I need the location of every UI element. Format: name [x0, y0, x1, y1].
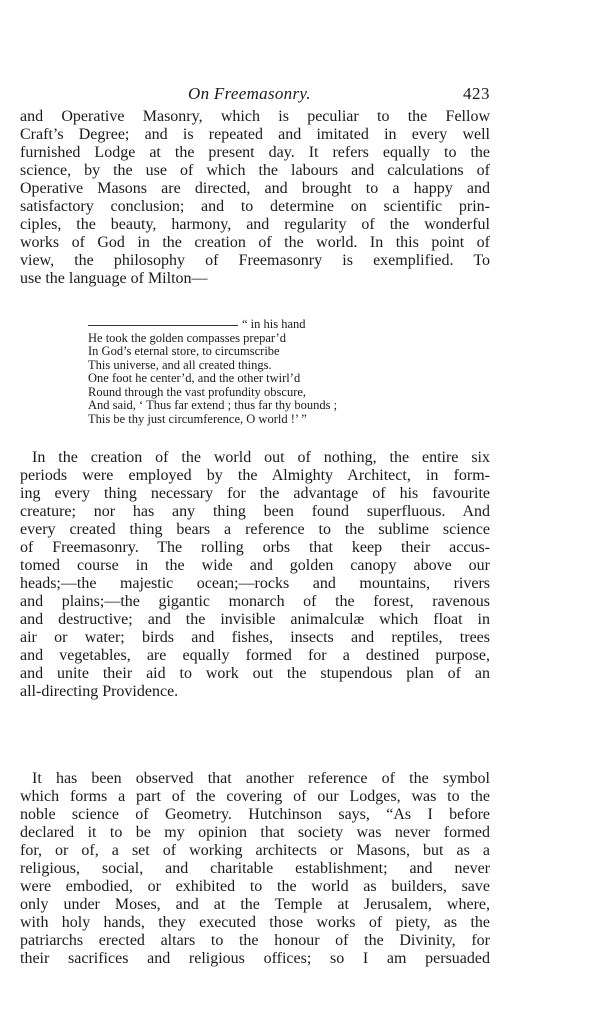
quote-first-line	[88, 318, 388, 332]
running-head	[20, 84, 490, 106]
text-line: declared it to be my opinion that society was never formed	[20, 824, 490, 841]
text-line: noble science of Geometry. Hutchinson says, “As I before	[20, 806, 490, 823]
text-line: periods were employed by the Almighty Architect, in form-	[20, 467, 490, 484]
quote-line: In God’s eternal store, to circumscribe	[88, 344, 280, 358]
text-line: ciples, the beauty, harmony, and regularity of the wonderful	[20, 216, 490, 233]
text-line: air or water; birds and fishes, insects and reptiles, trees	[20, 629, 490, 646]
text-line: and unite their aid to work out the stupendous plan of an	[20, 665, 490, 682]
quote-line: He took the golden compasses prepar’d	[88, 330, 286, 345]
text-line: It has been observed that another reference of the symbol	[32, 770, 490, 787]
quote-line: This universe, and all created things.	[88, 357, 272, 372]
text-line: tomed course in the wide and golden canopy above our	[20, 557, 490, 574]
text-line: satisfactory conclusion; and to determine on scientific prin-	[20, 198, 490, 215]
text-line: Craft’s Degree; and is repeated and imitated in every well	[20, 126, 490, 143]
text-line: of Freemasonry. The rolling orbs that keep their accus-	[20, 539, 490, 556]
milton-quotation	[88, 318, 388, 426]
quote-line: And said, ‘ Thus far extend ; thus far thy bounds ;	[88, 398, 338, 412]
paragraph-creation	[20, 449, 490, 701]
text-line: religious, social, and charitable establishment; and never	[20, 860, 490, 877]
paragraph-operative-masonry	[20, 108, 490, 288]
text-line: their sacrifices and religious offices; so I am persuaded	[20, 950, 490, 967]
text-line: science, by the use of which the labours and calculations of	[20, 162, 490, 179]
text-line: for, or of, a set of working architects or Masons, but as a	[20, 842, 490, 859]
text-line: every created thing bears a reference to the sublime science	[20, 521, 490, 538]
text-line: only under Moses, and at the Temple at Jerusalem, where,	[20, 896, 490, 913]
text-line: were embodied, or exhibited to the world as builders, save	[20, 878, 490, 895]
text-line: and vegetables, are equally formed for a destined purpose,	[20, 647, 490, 664]
page-number: 423	[463, 84, 490, 103]
text-line: which forms a part of the covering of our Lodges, was to the	[20, 788, 490, 805]
quote-line: “ in his hand	[242, 317, 306, 331]
text-line: works of God in the creation of the world. In this point of	[20, 234, 490, 251]
text-line: heads;—the majestic ocean;—rocks and mountains, rivers	[20, 575, 490, 592]
text-line: In the creation of the world out of nothing, the entire six	[32, 449, 490, 466]
quote-line: This be thy just circumference, O world !’ ”	[88, 411, 307, 426]
text-line: with holy hands, they executed those works of piety, as the	[20, 914, 490, 931]
text-line: and destructive; and the invisible animalculæ which float in	[20, 611, 490, 628]
quote-line: One foot he center’d, and the other twirl’d	[88, 371, 301, 385]
text-line: creature; nor has any thing been found superfluous. And	[20, 503, 490, 520]
text-line: use the language of Milton—	[20, 270, 208, 287]
text-line: view, the philosophy of Freemasonry is exemplified. To	[20, 252, 490, 269]
running-title: On Freemasonry.	[188, 84, 311, 103]
quote-line: Round through the vast profundity obscure,	[88, 384, 307, 399]
text-line: and Operative Masonry, which is peculiar to the Fellow	[20, 108, 490, 125]
text-line: patriarchs erected altars to the honour of the Divinity, for	[20, 932, 490, 949]
quote-rule	[88, 325, 238, 326]
text-line: Operative Masons are directed, and brought to a happy and	[20, 180, 490, 197]
text-line: and plains;—the gigantic monarch of the forest, ravenous	[20, 593, 490, 610]
text-line: furnished Lodge at the present day. It refers equally to the	[20, 144, 490, 161]
paragraph-geometry	[20, 770, 490, 968]
text-line: ing every thing necessary for the advantage of his favourite	[20, 485, 490, 502]
text-line: all-directing Providence.	[20, 683, 179, 700]
